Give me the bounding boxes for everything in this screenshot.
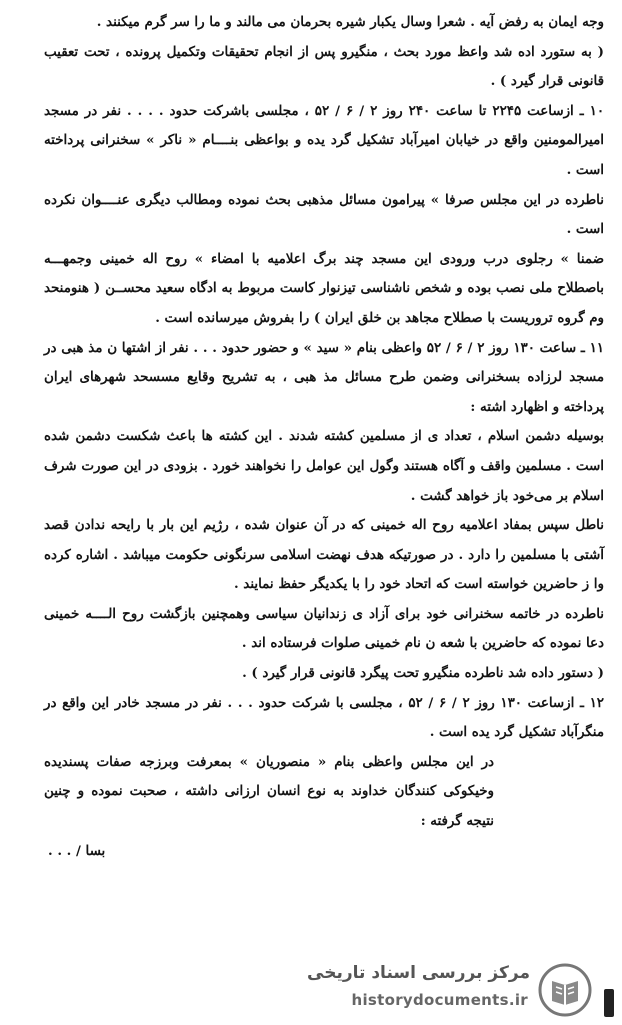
- paragraph-3: ۱۰ ـ ازساعت ۲۲۴۵ تا ساعت ۲۴۰ روز ۲ / ۶ / ۵۲ ، مجلسی باشرکت حدود . . . . نفر در مسجد امیرالمومنین واقع در خیابان امیرآباد تشکیل گرد یده و بواعظی بنــــام « ناکر » سخنرانی پرداخته است .: [44, 102, 605, 178]
- paragraph-5: ضمنا » رجلوی درب ورودی این مسجد چند برگ اعلامیه با امضاء » روح اله خمینی وجمهـــه باصطلاح ملی نصب بوده و شخص ناشناسی تیزنوار کاست مربوط به ادگاه سعید محســن ( هنومنحد وم گروه تروریست با صطلاح مجاهد بن خلق ایران ) را بفروش میرسانده است .: [44, 250, 604, 326]
- watermark-title: مرکز بررسی اسناد تاریخی: [307, 963, 530, 983]
- paragraph-12: در این مجلس واعظی بنام « منصوریان » بمعرفت وبرزجه صفات پسندیده وخیکوکی کنندگان خداوند به نوع انسان ارزانی داشته ، صحبت نموده و چنین نتیجه گرفته :: [44, 753, 494, 830]
- paragraph-8: ناطل سپس بمفاد اعلامیه روح اله خمینی که در آن عنوان شده ، رژیم این بار با رایحه ندادن قصد آشتی با مسلمین را دارد . در صورتیکه هدف نهضت اسلامی سرنگونی حکومت میباشد . اشاره کرده وا ز حاضرین خواسته است که اتحاد خود را با یکدیگر حفظ نمایند .: [44, 517, 604, 593]
- paragraph-10: ( دستور داده شد ناطرده منگیرو تحت پیگرد قانونی قرار گیرد ) .: [242, 665, 604, 682]
- paragraph-2: ( به ستورد اده شد واعظ مورد بحث ، منگیرو پس از انجام تحقیقات وتکمیل پرونده ، تحت تعقیب قانونی قرار گیرد ) .: [44, 43, 604, 90]
- archive-watermark: [300, 961, 592, 1017]
- paragraph-11: ۱۲ ـ ازساعت ۱۳۰ روز ۲ / ۶ / ۵۲ ، مجلسی با شرکت حدود . . . نفر در مسجد خادر این واقع در منگرآباد تشکیل گرد یده است .: [44, 694, 604, 741]
- paragraph-9: ناطرده در خاتمه سخنرانی خود برای آزاد ی زندانیان سیاسی وهمچنین بازگشت روح الــــه خمینی دعا نموده که حاضرین با شعه ن نام خمینی صلوات فرستاده اند .: [44, 605, 604, 652]
- continuation-mark: بسا / . . .: [48, 842, 106, 859]
- paragraph-1: وجه ایمان به رفض آیه . شعرا وسال یکبار شیره بحرمان می مالند و ما را سر گرم میکنند .: [96, 14, 604, 30]
- paragraph-6: ۱۱ ـ ساعت ۱۳۰ روز ۲ / ۶ / ۵۲ واعظی بنام « سید » و حضور حدود . . . نفر از اشتها ن مذ هبی در مسجد لرزاده بسخنرانی وضمن طرح مسائل مذ هبی ، به تشریح وقایع مسسحد شهرهای ایران پرداخته و اظهارد اشته :: [44, 339, 604, 415]
- watermark-url[interactable]: historydocuments.ir: [351, 991, 528, 1009]
- paragraph-4: ناطرده در این مجلس صرفا » پیرامون مسائل مذهبی بحث نموده ومطالب دیگری عنــــوان نکرده است .: [44, 191, 604, 238]
- page-edge-mark: [604, 989, 614, 1017]
- paragraph-7: بوسیله دشمن اسلام ، تعداد ی از مسلمین کشته شدند . این کشته ها باعث شکست دشمن شده است . مسلمین واقف و آگاه هستند وگول این عوامل را نخواهند خورد . بزودی در این صورت شرف اسلام بر می‌خود باز خواهد گشت .: [44, 428, 604, 504]
- document-body: [44, 8, 604, 866]
- archive-book-icon: [538, 963, 592, 1017]
